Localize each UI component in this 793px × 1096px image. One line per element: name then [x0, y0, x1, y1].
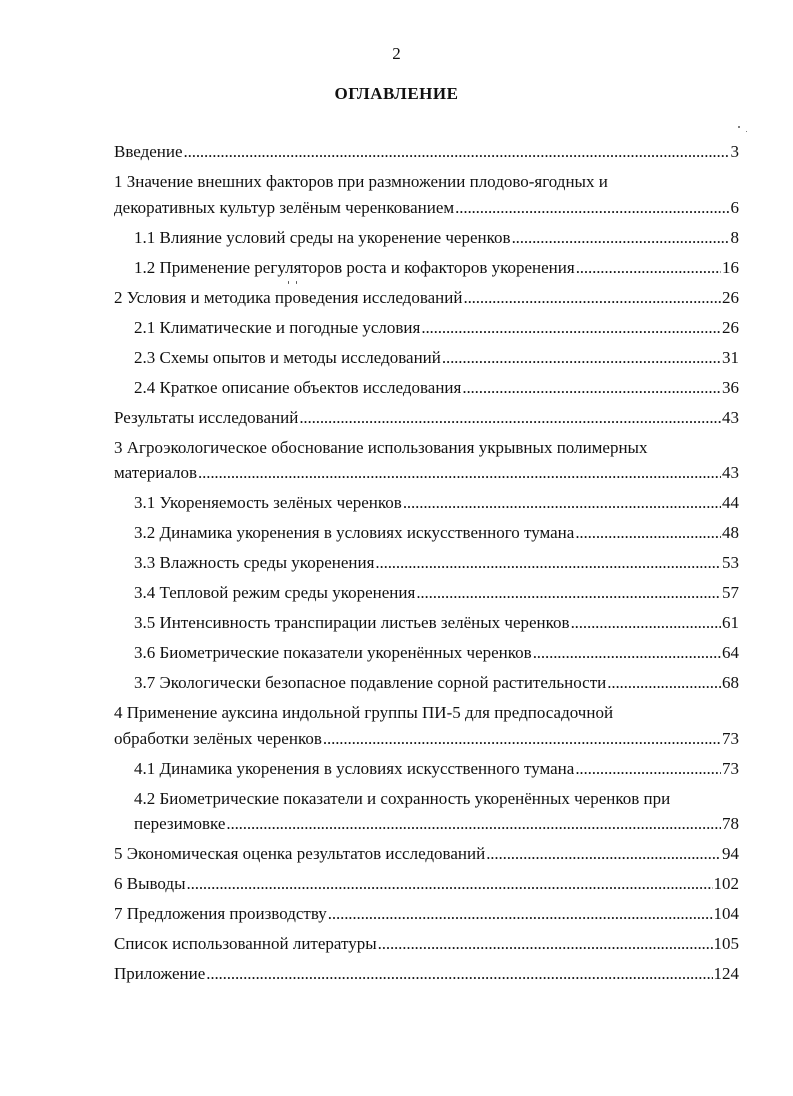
entry-title: Приложение: [114, 964, 206, 983]
toc-entry[interactable]: [114, 931, 739, 957]
entry-page: 73: [722, 728, 739, 748]
entry-title: декоративных культур зелёным черенкованием: [114, 197, 455, 217]
entry-title: 2.1 Климатические и погодные условия: [134, 317, 421, 337]
entry-title: 3.4 Тепловой режим среды укоренения: [134, 583, 416, 602]
toc-entry[interactable]: [114, 315, 739, 341]
toc-entry[interactable]: [114, 139, 739, 165]
entry-page: 73: [722, 758, 739, 778]
entry-title-line1: 4 Применение ауксина индольной группы ПИ-5 для предпосадочной: [114, 703, 614, 722]
entry-title: 3.6 Биометрические показатели укоренённых черенков: [134, 643, 532, 662]
leader-dots: [198, 460, 721, 486]
leader-dots: [206, 961, 712, 987]
entry-title-line1: 3 Агроэкологическое обоснование использования укрывных полимерных: [114, 437, 648, 457]
toc-entry[interactable]: [114, 550, 739, 576]
toc-entry[interactable]: [114, 700, 739, 751]
entry-page: 36: [722, 377, 739, 397]
entry-page: 31: [722, 347, 739, 367]
entry-title-line1: 1 Значение внешних факторов при размножении плодово-ягодных и: [114, 172, 608, 191]
toc-entry[interactable]: [114, 375, 739, 401]
leader-dots: [184, 139, 730, 165]
entry-title: 5 Экономическая оценка результатов исследований: [114, 844, 486, 863]
leader-dots: [575, 520, 721, 546]
toc-entry[interactable]: [114, 901, 739, 927]
entry-title: 3.5 Интенсивность транспирации листьев зелёных черенков: [134, 613, 570, 632]
leader-dots: [455, 195, 729, 221]
toc-entry[interactable]: [114, 490, 739, 516]
toc-entry[interactable]: [114, 756, 739, 782]
leader-dots: [323, 726, 721, 752]
entry-title: обработки зелёных черенков: [114, 728, 322, 748]
toc-entry[interactable]: [114, 841, 739, 867]
entry-title: Список использованной литературы: [114, 934, 377, 953]
table-of-contents: [114, 139, 739, 991]
entry-title-line1: 4.2 Биометрические показатели и сохранность укоренённых черенков при: [134, 788, 671, 808]
entry-page: 16: [722, 257, 739, 277]
toc-entry[interactable]: [114, 435, 739, 486]
entry-title: 2.3 Схемы опытов и методы исследований: [134, 347, 441, 367]
entry-page: 43: [722, 463, 739, 482]
toc-title: ОГЛАВЛЕНИЕ: [334, 84, 459, 103]
leader-dots: [299, 405, 721, 431]
entry-page: 3: [730, 142, 739, 161]
entry-title: 2.4 Краткое описание объектов исследования: [134, 377, 462, 397]
toc-entry[interactable]: [114, 871, 739, 897]
toc-entry[interactable]: [114, 580, 739, 606]
toc-entry[interactable]: [114, 610, 739, 636]
entry-title: Результаты исследований: [114, 407, 299, 427]
toc-entry[interactable]: [114, 345, 739, 371]
leader-dots: [607, 670, 721, 696]
leader-dots: [421, 315, 721, 341]
leader-dots: [576, 255, 721, 281]
leader-dots: [226, 811, 721, 837]
entry-title: материалов: [114, 463, 198, 482]
entry-title: 1.1 Влияние условий среды на укоренение черенков: [134, 227, 511, 247]
toc-entry[interactable]: [114, 786, 739, 837]
entry-title: 3.2 Динамика укоренения в условиях искусственного тумана: [134, 523, 575, 542]
leader-dots: [486, 841, 721, 867]
entry-title: перезимовке: [134, 814, 226, 833]
entry-page: 105: [713, 934, 739, 953]
entry-page: 48: [722, 523, 739, 542]
toc-entry[interactable]: [114, 520, 739, 546]
entry-title: 3.3 Влажность среды укоренения: [134, 553, 375, 572]
leader-dots: [403, 490, 721, 516]
leader-dots: [533, 640, 721, 666]
entry-title: 6 Выводы: [114, 874, 186, 893]
leader-dots: [378, 931, 713, 957]
entry-page: 26: [722, 287, 739, 307]
toc-entry[interactable]: [114, 255, 739, 281]
entry-page: 44: [722, 493, 739, 512]
leader-dots: [328, 901, 713, 927]
entry-title: Введение: [114, 142, 183, 161]
page-number: 2: [392, 44, 401, 63]
entry-page: 102: [713, 874, 739, 893]
toc-entry[interactable]: [114, 285, 739, 311]
entry-page: 94: [722, 844, 739, 863]
toc-entry[interactable]: [114, 225, 739, 251]
entry-title: 3.1 Укореняемость зелёных черенков: [134, 493, 402, 512]
entry-page: 6: [730, 197, 739, 217]
entry-title: 1.2 Применение регуляторов роста и кофакторов укоренения: [134, 257, 575, 277]
toc-entry[interactable]: [114, 169, 739, 220]
leader-dots: [512, 225, 730, 251]
toc-entry[interactable]: [114, 405, 739, 431]
toc-entry[interactable]: [114, 961, 739, 987]
leader-dots: [571, 610, 721, 636]
entry-title: 2 Условия и методика проведения исследований: [114, 287, 463, 307]
entry-page: 43: [722, 407, 739, 427]
entry-page: 104: [713, 904, 739, 923]
entry-title: 3.7 Экологически безопасное подавление сорной растительности: [134, 673, 607, 692]
entry-page: 8: [730, 227, 739, 247]
entry-page: 61: [722, 613, 739, 632]
leader-dots: [463, 285, 721, 311]
leader-dots: [187, 871, 713, 897]
entry-page: 78: [722, 814, 739, 833]
entry-page: 26: [722, 317, 739, 337]
entry-page: 53: [722, 553, 739, 572]
scan-speck: [738, 126, 740, 128]
entry-page: 68: [722, 673, 739, 692]
entry-page: 64: [722, 643, 739, 662]
leader-dots: [462, 375, 721, 401]
entry-title: 7 Предложения производству: [114, 904, 327, 923]
toc-entry[interactable]: [114, 670, 739, 696]
leader-dots: [442, 345, 721, 371]
entry-title: 4.1 Динамика укоренения в условиях искусственного тумана: [134, 758, 575, 778]
scan-speck: [746, 131, 747, 132]
leader-dots: [375, 550, 721, 576]
toc-entry[interactable]: [114, 640, 739, 666]
entry-page: 57: [722, 583, 739, 602]
entry-page: 124: [713, 964, 739, 983]
leader-dots: [416, 580, 721, 606]
leader-dots: [575, 756, 721, 782]
